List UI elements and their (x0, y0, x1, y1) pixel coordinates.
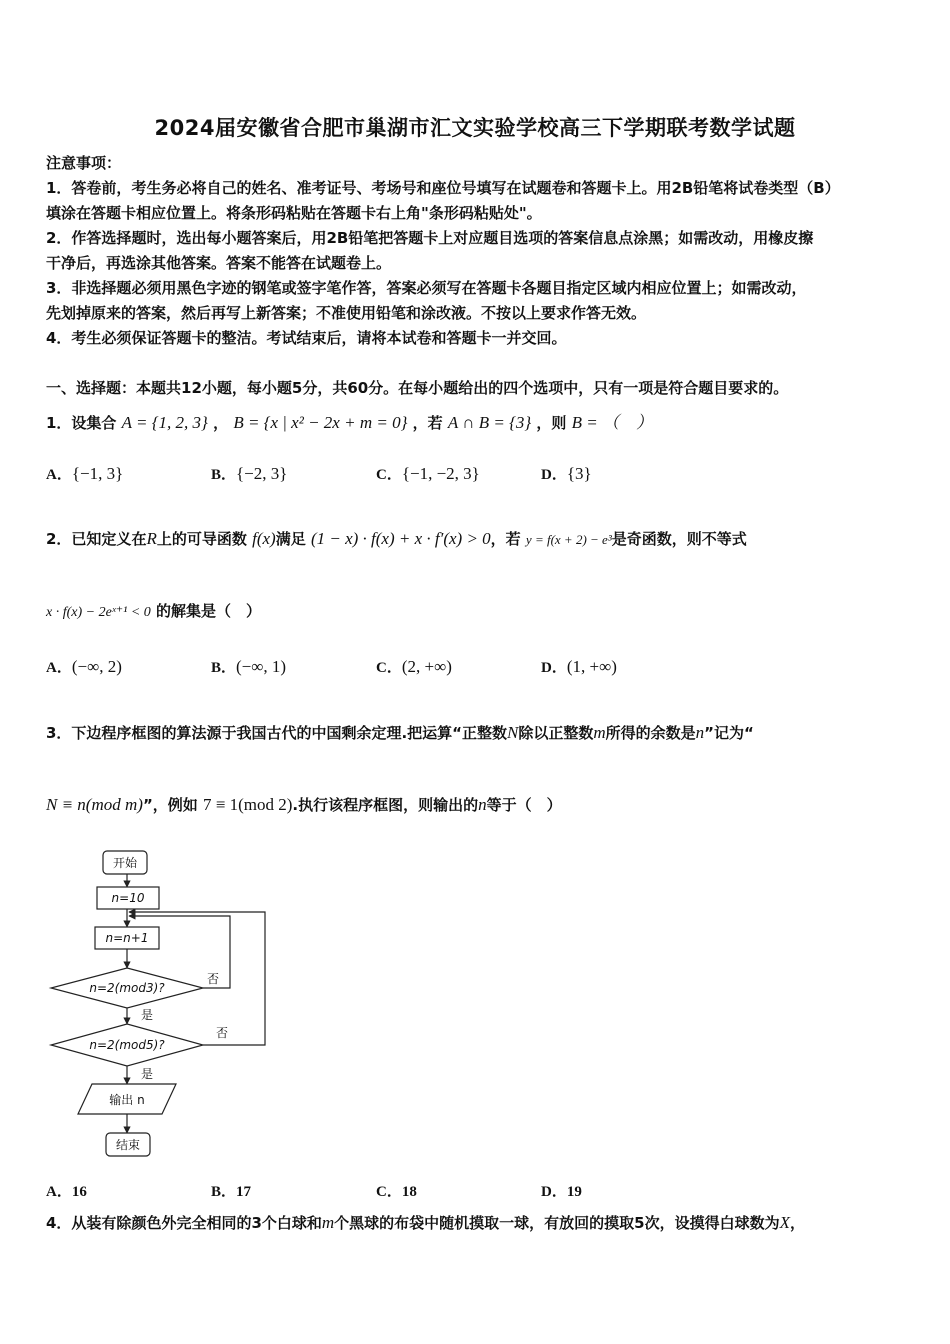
flow-start-label: 开始 (112, 856, 138, 870)
q3-text: .执行该程序框图，则输出的 (292, 796, 479, 814)
q1-condition: A ∩ B = {3} (447, 413, 532, 432)
q2-text: ，若 (490, 530, 521, 548)
question-2 (46, 528, 747, 549)
q4-text: 个黑球的布袋中随机摸取一球，有放回的摸取5次，设摸得白球数为 (334, 1214, 780, 1232)
question-3-cont (46, 794, 562, 815)
q3-var-m: m (593, 723, 606, 742)
q3-text: ”，例如 (142, 796, 198, 814)
question-1 (46, 408, 653, 433)
q1-option-c[interactable]: C．{−1, −2, 3} (376, 464, 480, 483)
flow-cond1-label: n=2(mod3)? (89, 981, 165, 995)
flow-increment-label: n=n+1 (105, 931, 149, 945)
q3-text: 等于（ ） (486, 796, 562, 814)
q4-var-m: m (321, 1213, 335, 1232)
q3-text: ”记为“ (704, 724, 754, 742)
flowchart (40, 840, 280, 1170)
q3-text: 除以正整数 (518, 724, 594, 742)
flow-no-label: 否 (216, 1026, 229, 1040)
q1-ask: B = （ ） (571, 413, 654, 432)
q2-text: 是奇函数，则不等式 (611, 530, 747, 548)
q3-var-r: n (695, 723, 705, 742)
q2-option-b[interactable]: B．(−∞, 1) (211, 657, 287, 676)
flow-no-label: 否 (207, 972, 220, 986)
notice-line: 2．作答选择题时，选出每小题答案后，用2B铅笔把答题卡上对应题目选项的答案信息点涂黑；如需改动，用橡皮擦 (46, 229, 814, 247)
notice-line: 先划掉原来的答案，然后再写上新答案；不准使用铅笔和涂改液。不按以上要求作答无效。 (46, 304, 647, 322)
flow-yes-label: 是 (141, 1008, 154, 1022)
notice-line: 填涂在答题卡相应位置上。将条形码粘贴在答题卡右上角"条形码粘贴处"。 (46, 204, 542, 222)
q3-var-n: N (507, 723, 519, 742)
q2-option-a[interactable]: A．(−∞, 2) (46, 657, 122, 676)
q2-option-c[interactable]: C．(2, +∞) (376, 657, 452, 676)
q3-example: 7 ≡ 1(mod 2) (203, 795, 293, 814)
q3-option-b[interactable]: B．17 (211, 1184, 252, 1200)
q1-option-d[interactable]: D．{3} (541, 464, 592, 483)
q3-text: 3．下边程序框图的算法源于我国古代的中国剩余定理.把运算“正整数 (46, 724, 507, 742)
question-4 (46, 1212, 805, 1233)
section-heading: 一、选择题：本题共12小题，每小题5分，共60分。在每小题给出的四个选项中，只有一项是符合题目要求的。 (46, 379, 789, 397)
question-2-cont (46, 600, 261, 621)
flow-cond2-label: n=2(mod5)? (89, 1038, 165, 1052)
q1-option-b[interactable]: B．{−2, 3} (211, 464, 288, 483)
q3-option-c[interactable]: C．18 (376, 1184, 417, 1200)
q1-then: ，则 (536, 414, 567, 432)
q2-text: 2．已知定义在 (46, 530, 147, 548)
q3-mod-notation: N ≡ n(mod m) (46, 795, 143, 814)
flow-yes-label: 是 (141, 1067, 154, 1081)
q2-text: 上的可导函数 (156, 530, 247, 548)
notice-heading: 注意事项： (46, 154, 122, 172)
q1-set-a: A = {1, 2, 3} (121, 413, 208, 432)
q2-fx: f(x) (252, 529, 276, 548)
q4-var-x: X (779, 1213, 791, 1232)
q2-inequality: (1 − x) · f(x) + x · f′(x) > 0 (310, 529, 491, 548)
question-3 (46, 722, 754, 743)
q2-text: 满足 (275, 530, 306, 548)
q4-text: 4．从装有除颜色外完全相同的3个白球和 (46, 1214, 322, 1232)
q1-comma: ， (213, 414, 229, 432)
notice-line: 干净后，再选涂其他答案。答案不能答在试题卷上。 (46, 254, 392, 272)
q2-inequality-2: x · f(x) − 2eˣ⁺¹ < 0 (46, 605, 151, 620)
q1-mid: ，若 (412, 414, 443, 432)
q3-var-output: n (478, 795, 487, 814)
page-title: 2024届安徽省合肥市巢湖市汇文实验学校高三下学期联考数学试题 (154, 116, 796, 140)
q2-odd-function: y = f(x + 2) − e³ (525, 532, 612, 547)
notice-line: 3．非选择题必须用黑色字迹的钢笔或签字笔作答，答案必须写在答题卡各题目指定区域内相应位置上；如需改动， (46, 279, 807, 297)
q1-prefix: 1．设集合 (46, 414, 117, 432)
q2-r: R (146, 529, 157, 548)
q2-text: 的解集是（ ） (156, 602, 262, 620)
q3-option-d[interactable]: D．19 (541, 1184, 582, 1200)
flow-output-label: 输出 n (109, 1093, 145, 1107)
q1-option-a[interactable]: A．{−1, 3} (46, 464, 124, 483)
notice-line: 4．考生必须保证答题卡的整洁。考试结束后，请将本试卷和答题卡一并交回。 (46, 329, 567, 347)
q3-text: 所得的余数是 (605, 724, 696, 742)
flow-init-label: n=10 (111, 891, 145, 905)
q4-text: ， (790, 1214, 806, 1232)
q3-option-a[interactable]: A．16 (46, 1184, 87, 1200)
flow-end-label: 结束 (115, 1138, 141, 1152)
notice-line: 1．答卷前，考生务必将自己的姓名、准考证号、考场号和座位号填写在试题卷和答题卡上。用2B铅笔将试卷类型（B） (46, 179, 840, 197)
q1-set-b: B = {x | x² − 2x + m = 0} (233, 413, 408, 432)
q2-option-d[interactable]: D．(1, +∞) (541, 657, 617, 676)
